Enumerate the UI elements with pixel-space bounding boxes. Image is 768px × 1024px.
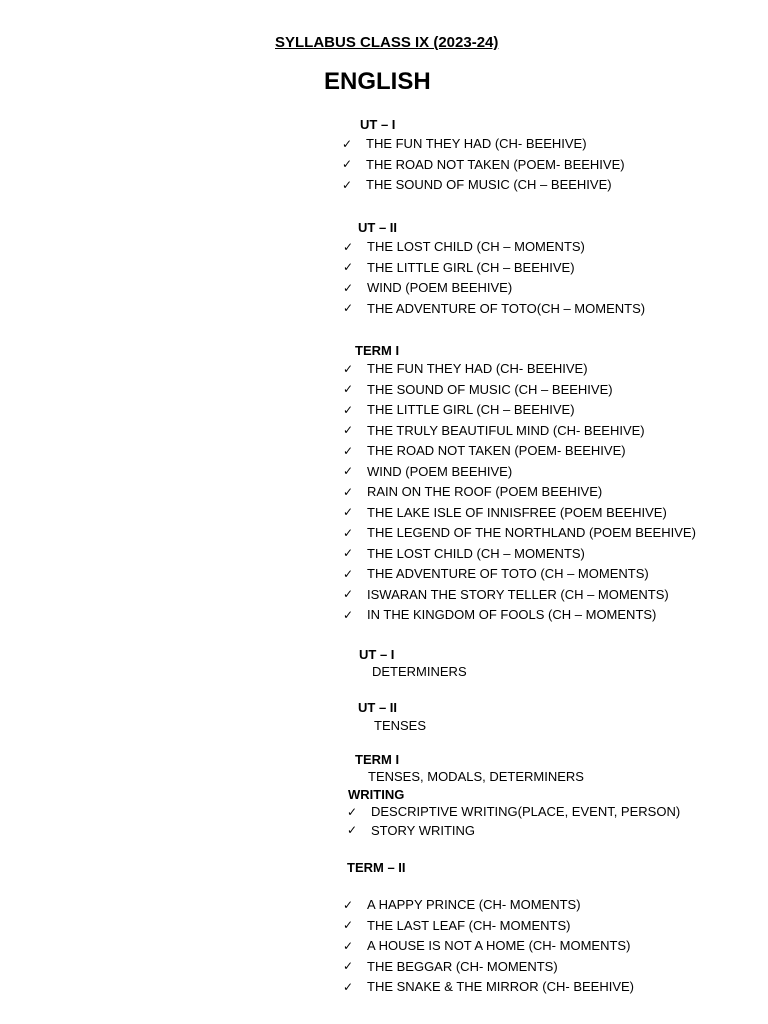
checkmark-icon: ✓	[343, 505, 354, 519]
list-item-label: A HAPPY PRINCE (CH- MOMENTS)	[367, 897, 581, 912]
list-item-label: THE LITTLE GIRL (CH – BEEHIVE)	[367, 259, 575, 275]
checkmark-icon: ✓	[342, 136, 353, 151]
list-item	[343, 361, 588, 376]
checkmark-icon: ✓	[342, 157, 353, 171]
checkmark-icon: ✓	[343, 443, 354, 458]
list-item-label: THE ADVENTURE OF TOTO(CH – MOMENTS)	[367, 300, 646, 316]
list-item-label: THE ROAD NOT TAKEN (POEM- BEEHIVE)	[367, 443, 626, 458]
checkmark-icon: ✓	[343, 587, 354, 601]
grammar-ut1-topics: DETERMINERS	[372, 664, 467, 679]
list-item	[342, 177, 612, 192]
list-item	[343, 587, 669, 602]
list-item-label: IN THE KINGDOM OF FOOLS (CH – MOMENTS)	[367, 607, 657, 622]
list-item	[343, 938, 630, 953]
list-item-label: THE LAKE ISLE OF INNISFREE (POEM BEEHIVE)	[367, 504, 667, 520]
section-heading-term2: TERM – II	[347, 860, 406, 875]
list-item	[347, 804, 680, 819]
list-item	[343, 423, 645, 438]
grammar-ut2-topics: TENSES	[374, 718, 427, 733]
list-item-label: THE LOST CHILD (CH – MOMENTS)	[367, 545, 585, 561]
list-item	[343, 484, 602, 499]
checkmark-icon: ✓	[347, 804, 358, 819]
list-item-label: THE FUN THEY HAD (CH- BEEHIVE)	[367, 361, 588, 376]
section-heading-gram-ut1: UT – I	[359, 647, 395, 662]
list-item	[343, 505, 667, 520]
checkmark-icon: ✓	[343, 423, 354, 437]
subject-heading: ENGLISH	[324, 68, 431, 95]
list-item-label: ISWARAN THE STORY TELLER (CH – MOMENTS)	[367, 586, 669, 602]
section-heading-lit-ut2: UT – II	[358, 220, 398, 235]
document-title: SYLLABUS CLASS IX (2023-24)	[275, 34, 499, 51]
list-item	[347, 823, 475, 838]
checkmark-icon: ✓	[343, 361, 354, 376]
checkmark-icon: ✓	[343, 525, 354, 540]
list-item-label: THE SNAKE & THE MIRROR (CH- BEEHIVE)	[367, 979, 635, 994]
list-item-label: DESCRIPTIVE WRITING(PLACE, EVENT, PERSON)	[371, 804, 681, 819]
list-item-label: THE SOUND OF MUSIC (CH – BEEHIVE)	[367, 381, 613, 397]
checkmark-icon: ✓	[343, 566, 354, 581]
list-item-label: STORY WRITING	[371, 822, 476, 838]
list-item	[343, 402, 575, 417]
checkmark-icon: ✓	[343, 979, 354, 994]
list-item-label: THE LITTLE GIRL (CH – BEEHIVE)	[367, 402, 575, 417]
section-heading-lit-ut1: UT – I	[360, 117, 396, 132]
section-heading-gram-term1: TERM I	[355, 752, 400, 767]
list-item	[343, 260, 575, 275]
checkmark-icon: ✓	[343, 260, 354, 274]
checkmark-icon: ✓	[343, 938, 354, 953]
list-item-label: THE ROAD NOT TAKEN (POEM- BEEHIVE)	[366, 156, 625, 172]
list-item	[343, 525, 696, 540]
list-item-label: RAIN ON THE ROOF (POEM BEEHIVE)	[367, 484, 603, 499]
list-item	[343, 607, 656, 622]
list-item	[343, 897, 581, 912]
list-item	[343, 959, 558, 974]
list-item	[343, 382, 613, 397]
list-item-label: THE LOST CHILD (CH – MOMENTS)	[367, 239, 585, 254]
list-item-label: WIND (POEM BEEHIVE)	[367, 280, 513, 295]
list-item-label: WIND (POEM BEEHIVE)	[367, 463, 513, 479]
list-item	[342, 157, 625, 172]
section-heading-writing: WRITING	[348, 787, 405, 802]
checkmark-icon: ✓	[343, 959, 354, 973]
checkmark-icon: ✓	[342, 177, 353, 192]
checkmark-icon: ✓	[343, 239, 354, 254]
list-item-label: THE BEGGAR (CH- MOMENTS)	[367, 958, 558, 974]
list-item-label: THE SOUND OF MUSIC (CH – BEEHIVE)	[366, 177, 612, 192]
checkmark-icon: ✓	[343, 464, 354, 478]
list-item-label: THE LEGEND OF THE NORTHLAND (POEM BEEHIVE)	[367, 525, 696, 540]
list-item	[343, 443, 626, 458]
list-item	[343, 301, 645, 316]
grammar-term1-topics: TENSES, MODALS, DETERMINERS	[368, 769, 584, 784]
list-item	[343, 546, 585, 561]
checkmark-icon: ✓	[343, 402, 354, 417]
list-item	[343, 566, 649, 581]
checkmark-icon: ✓	[343, 607, 354, 622]
list-item-label: THE LAST LEAF (CH- MOMENTS)	[367, 917, 571, 933]
list-item	[343, 280, 512, 295]
list-item-label: THE ADVENTURE OF TOTO (CH – MOMENTS)	[367, 566, 649, 581]
checkmark-icon: ✓	[343, 897, 354, 912]
list-item	[343, 239, 585, 254]
checkmark-icon: ✓	[343, 382, 354, 396]
section-heading-gram-ut2: UT – II	[358, 700, 398, 715]
checkmark-icon: ✓	[343, 301, 354, 315]
list-item	[342, 136, 587, 151]
checkmark-icon: ✓	[347, 823, 358, 837]
list-item	[343, 979, 634, 994]
section-heading-lit-term1: TERM I	[355, 343, 400, 358]
checkmark-icon: ✓	[343, 918, 354, 932]
list-item-label: THE TRULY BEAUTIFUL MIND (CH- BEEHIVE)	[367, 422, 645, 438]
checkmark-icon: ✓	[343, 280, 354, 295]
list-item-label: A HOUSE IS NOT A HOME (CH- MOMENTS)	[367, 938, 631, 953]
list-item	[343, 464, 512, 479]
list-item-label: THE FUN THEY HAD (CH- BEEHIVE)	[366, 136, 587, 151]
list-item	[343, 918, 570, 933]
checkmark-icon: ✓	[343, 546, 354, 560]
checkmark-icon: ✓	[343, 484, 354, 499]
